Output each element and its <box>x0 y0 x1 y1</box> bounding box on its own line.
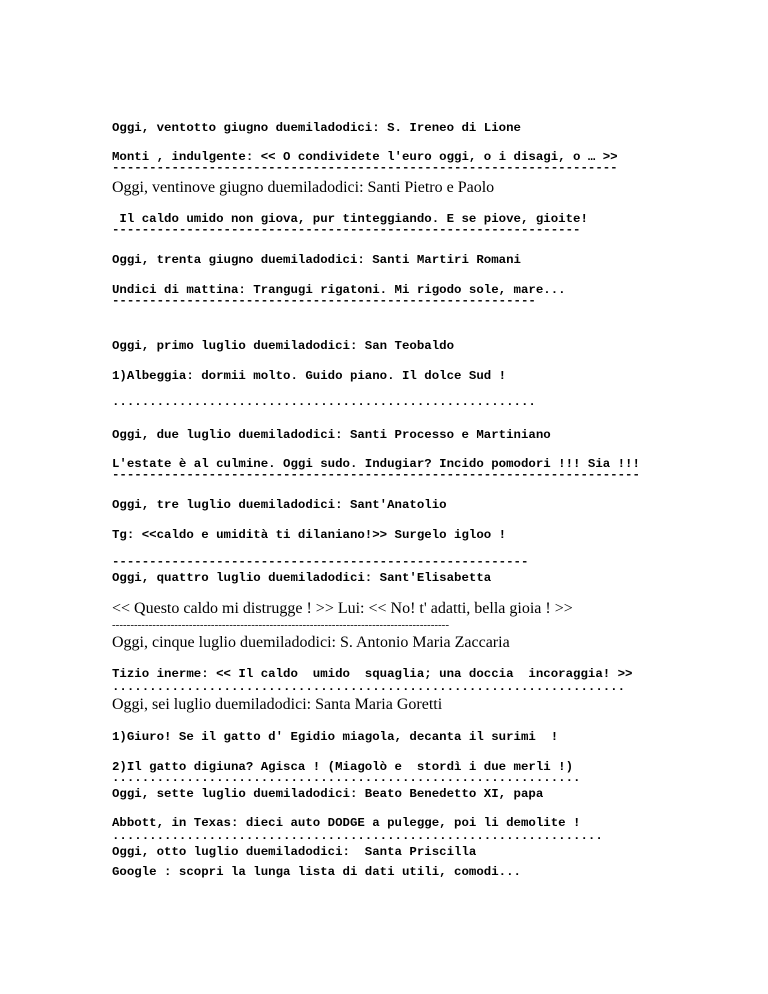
text-line: 2)Il gatto digiuna? Agisca ! (Miagolò e stordì i due merli !) <box>112 760 574 774</box>
text-line: 1)Albeggia: dormii molto. Guido piano. Il dolce Sud ! <box>112 369 507 383</box>
text-line: << Questo caldo mi distrugge ! >> Lui: << No! t' adatti, bella gioia ! >> <box>112 600 573 617</box>
divider-line: --------------------------------------------------------- <box>112 294 536 308</box>
date-line: Oggi, sei luglio duemiladodici: Santa Maria Goretti <box>112 696 443 713</box>
text-line: Abbott, in Texas: dieci auto DODGE a pulegge, poi li demolite ! <box>112 816 581 830</box>
text-line: 1)Giuro! Se il gatto d' Egidio miagola, decanta il surimi ! <box>112 730 559 744</box>
text-line: Google : scopri la lunga lista di dati utili, comodi... <box>112 865 521 879</box>
date-line: Oggi, quattro luglio duemiladodici: Sant'Elisabetta <box>112 571 492 585</box>
divider-line: ............................................................... <box>112 771 581 785</box>
date-line: Oggi, sette luglio duemiladodici: Beato Benedetto XI, papa <box>112 787 544 801</box>
text-line: Il caldo umido non giova, pur tinteggiando. E se piove, gioite! <box>112 212 588 226</box>
divider-line: --------------------------------------------------------------- <box>112 223 581 237</box>
text-line: Undici di mattina: Trangugi rigatoni. Mi rigodo sole, mare... <box>112 283 566 297</box>
date-line: Oggi, primo luglio duemiladodici: San Teobaldo <box>112 339 455 353</box>
divider-line: -------------------------------------------------------------------- <box>112 161 618 175</box>
date-line: Oggi, ventinove giugno duemiladodici: Santi Pietro e Paolo <box>112 179 495 196</box>
divider-line: .................................................................. <box>112 829 603 843</box>
text-line: L'estate è al culmine. Oggi sudo. Indugiar? Incido pomodori !!! Sia !!! <box>112 457 640 471</box>
date-line: Oggi, ventotto giugno duemiladodici: S. Ireneo di Lione <box>112 121 521 135</box>
text-line: Tg: <<caldo e umidità ti dilaniano!>> Surgelo igloo ! <box>112 528 507 542</box>
divider-line: ----------------------------------------------------------------------- <box>112 468 640 482</box>
text-line: Monti , indulgente: << O condividete l'euro oggi, o i disagi, o … >> <box>112 150 618 164</box>
divider-line: -------------------------------------------------------- <box>112 555 529 569</box>
date-line: Oggi, due luglio duemiladodici: Santi Processo e Martiniano <box>112 428 551 442</box>
divider-line: -------------------------------------------------------------------------------------------- <box>112 619 450 631</box>
text-line: Tizio inerme: << Il caldo umido squaglia; una doccia incoraggia! >> <box>112 667 633 681</box>
date-line: Oggi, otto luglio duemiladodici: Santa Priscilla <box>112 845 477 859</box>
divider-line: ..................................................................... <box>112 680 626 694</box>
date-line: Oggi, cinque luglio duemiladodici: S. Antonio Maria Zaccaria <box>112 634 510 651</box>
date-line: Oggi, tre luglio duemiladodici: Sant'Anatolio <box>112 498 447 512</box>
divider-line: ......................................................... <box>112 395 536 409</box>
date-line: Oggi, trenta giugno duemiladodici: Santi Martiri Romani <box>112 253 521 267</box>
